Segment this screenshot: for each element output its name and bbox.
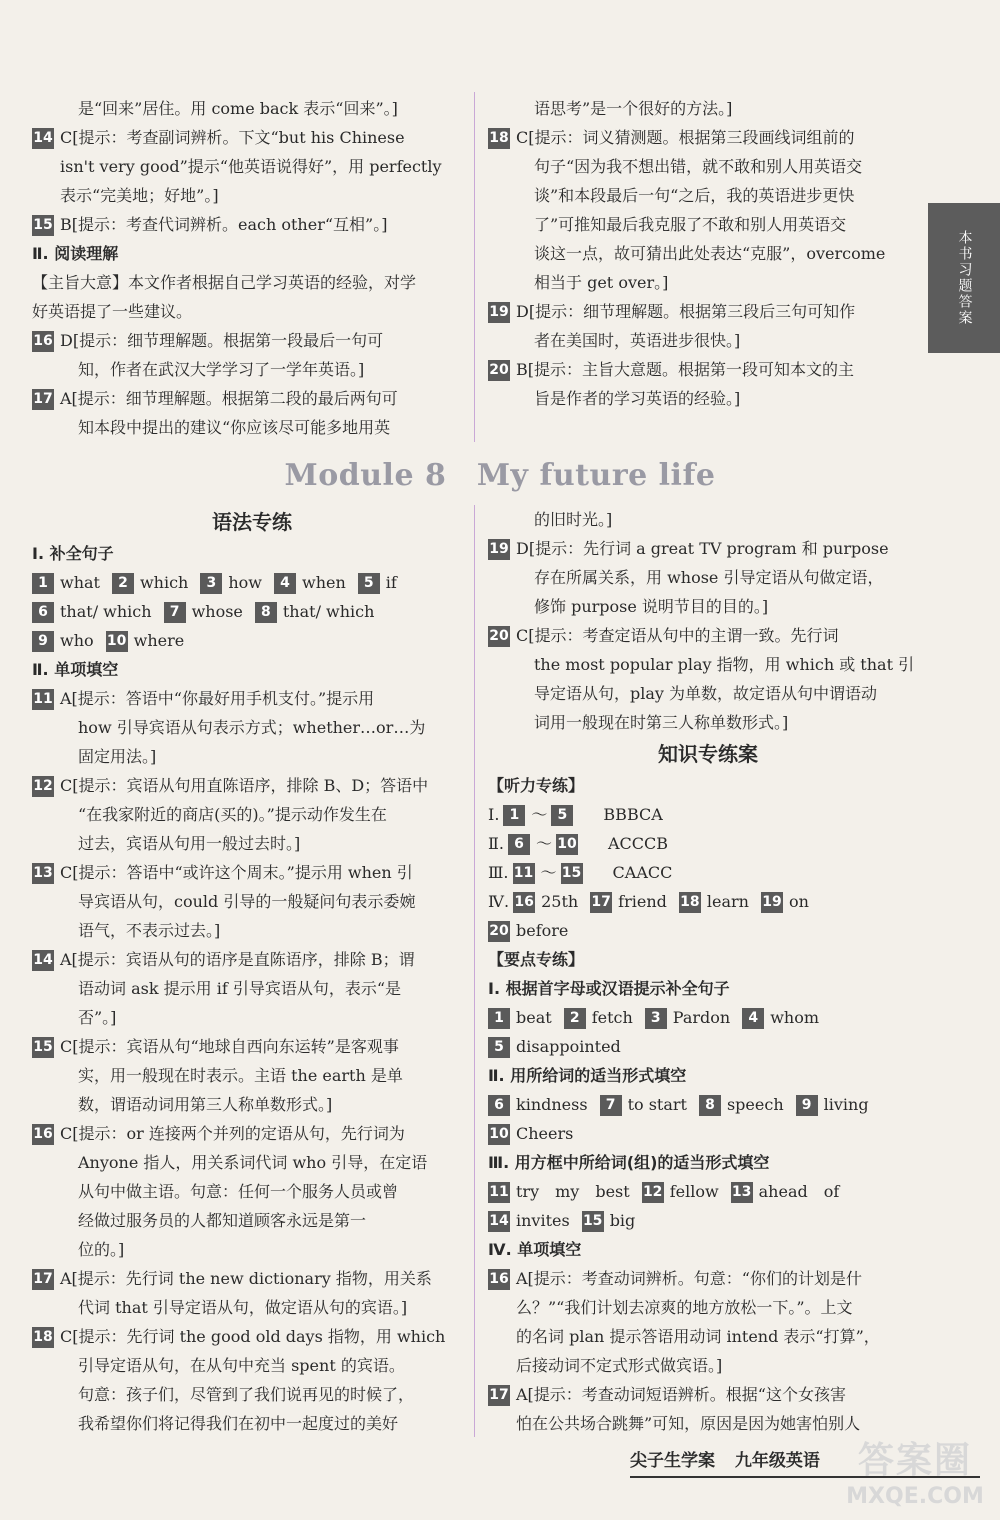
text-line: 数，谓语动词用第三人称单数形式。]: [78, 1095, 333, 1114]
answers-row: [32, 597, 472, 626]
text-line: 导宾语从句，could 引导的一般疑问句表示委婉: [78, 892, 416, 911]
question-number: 11: [32, 689, 54, 710]
question-number: 7: [600, 1095, 622, 1116]
question-number: 14: [488, 1211, 510, 1232]
answer-value: ahead of: [758, 1182, 840, 1201]
question-number: 6: [488, 1095, 510, 1116]
text-line: Anyone 指人，用关系词代词 who 引导，在定语: [78, 1153, 428, 1172]
points-sec-1: Ⅰ. 根据首字母或汉语提示补全句子: [488, 979, 730, 998]
question-number: 5: [551, 805, 573, 826]
text-line: 代词 that 引导定语从句，做定语从句的宾语。]: [78, 1298, 408, 1317]
answer-text: D[提示：细节理解题。根据第三段后三句可知作: [516, 302, 856, 321]
question-number: 14: [32, 128, 54, 149]
answer-line: [32, 858, 472, 887]
answer-item: [679, 887, 749, 916]
answer-value: fetch: [591, 1008, 633, 1027]
answer-line: [32, 1322, 472, 1351]
answer-value: learn: [706, 892, 749, 911]
answer-item: [796, 1090, 869, 1119]
question-number: 8: [255, 602, 277, 623]
answer-item: [488, 1090, 588, 1119]
listening-row: [488, 858, 928, 887]
text-line: 的名词 plan 提示答语用动词 intend 表示“打算”，: [516, 1327, 880, 1346]
text-line: 经做过服务员的人都知道顾客永远是第一: [78, 1211, 367, 1230]
question-number: 20: [488, 360, 510, 381]
answer-item: [255, 597, 375, 626]
answer-line: [32, 1032, 472, 1061]
question-number: 11: [488, 1182, 510, 1203]
answer-value: who: [60, 631, 94, 650]
question-number: 4: [742, 1008, 764, 1029]
answer-item: [582, 1206, 636, 1235]
answer-text: C[提示：答语中“或许这个周末。”提示用 when 引: [60, 863, 413, 882]
question-number: 15: [32, 215, 54, 236]
question-number: 9: [32, 631, 54, 652]
section-complete-sentences: Ⅰ. 补全句子: [32, 544, 114, 563]
footer-grade: 九年级英语: [734, 1451, 820, 1471]
answer-item: [112, 568, 188, 597]
question-number: 16: [513, 892, 535, 913]
question-number: 2: [112, 573, 134, 594]
question-number: 8: [699, 1095, 721, 1116]
question-number: 9: [796, 1095, 818, 1116]
text-line: 相当于 get over。]: [534, 273, 669, 292]
tilde: ～: [535, 834, 552, 853]
answer-line: [488, 534, 928, 563]
listening-label: 【听力专练】: [488, 776, 585, 795]
answer-value: Cheers: [516, 1124, 574, 1143]
answer-value: that/ which: [60, 602, 152, 621]
answer-value: whose: [191, 602, 243, 621]
text-line: 后接动词不定式形式做宾语。]: [516, 1356, 723, 1375]
question-number: 17: [32, 1269, 54, 1290]
listening-row: [488, 829, 928, 858]
text-line: 实，用一般现在时表示。主语 the earth 是单: [78, 1066, 403, 1085]
single-choice-items: [32, 684, 472, 1438]
text-line: 知，作者在武汉大学学习了一学年英语。]: [78, 360, 365, 379]
listening-row: [488, 800, 928, 829]
question-number: 3: [200, 573, 222, 594]
points-2b: [488, 1119, 928, 1148]
answer-item: [32, 626, 94, 655]
answer-value: kindness: [516, 1095, 588, 1114]
answer-line: [32, 326, 472, 355]
bottom-right-column: [488, 505, 928, 1438]
question-number: 20: [488, 921, 510, 942]
text-line: 语动词 ask 提示用 if 引导宾语从句，表示“是: [78, 979, 402, 998]
answer-item: [564, 1003, 633, 1032]
module-title: Module 8 My future life: [284, 458, 716, 493]
answer-text: C[提示：先行词 the good old days 指物，用 which: [60, 1327, 446, 1346]
knowledge-title: 知识专练案: [658, 742, 758, 766]
question-number: 18: [32, 1327, 54, 1348]
question-number: 15: [561, 863, 583, 884]
points-sec-2: Ⅱ. 用所给词的适当形式填空: [488, 1066, 687, 1085]
answer-item: [488, 1119, 573, 1148]
question-number: 16: [32, 331, 54, 352]
answer-value: before: [516, 921, 569, 940]
question-number: 13: [731, 1182, 753, 1203]
answer-item: [761, 887, 809, 916]
answer-item: [488, 1032, 621, 1061]
question-number: 17: [590, 892, 612, 913]
answer-text: C[提示：or 连接两个并列的定语从句，先行词为: [60, 1124, 405, 1143]
question-number: 3: [645, 1008, 667, 1029]
text-line: 么？”“我们计划去凉爽的地方放松一下。”。上文: [516, 1298, 853, 1317]
answer-value: how: [228, 573, 262, 592]
answer-item: [590, 887, 667, 916]
answer-value: on: [788, 892, 809, 911]
answer-value: living: [823, 1095, 869, 1114]
question-number: 16: [32, 1124, 54, 1145]
text-line: 句意：孩子们，尽管到了我们说再见的时候了，: [78, 1385, 415, 1404]
answer-value: what: [60, 573, 100, 592]
answers-grid: [32, 568, 472, 655]
listening-answers: [488, 800, 928, 945]
answer-item: [731, 1177, 840, 1206]
answer-text: D[提示：先行词 a great TV program 和 purpose: [516, 539, 889, 558]
answer-line: [32, 684, 472, 713]
answer-item: [513, 887, 578, 916]
roman-numeral: Ⅲ.: [488, 863, 509, 882]
answer-value: speech: [726, 1095, 784, 1114]
section-heading: Ⅱ. 阅读理解: [32, 244, 119, 263]
answers-row: [32, 568, 472, 597]
question-number: 6: [508, 834, 530, 855]
question-number: 1: [32, 573, 54, 594]
text-line: 位的。]: [78, 1240, 125, 1259]
points-1b: [488, 1032, 928, 1061]
text-line: 是“回来”居住。用 come back 表示“回来”。]: [78, 99, 398, 118]
text-line: 语气，不表示过去。]: [78, 921, 221, 940]
top-left-column: [32, 94, 472, 442]
answer-text: C[提示：考查定语从句中的主谓一致。先行词: [516, 626, 839, 645]
text-line: 否”。]: [78, 1008, 117, 1027]
answer-item: [699, 1090, 784, 1119]
question-number: 15: [32, 1037, 54, 1058]
section-single-choice: Ⅱ. 单项填空: [32, 660, 119, 679]
listening-row-4b: [488, 916, 928, 945]
question-number: 19: [488, 539, 510, 560]
answer-item: [742, 1003, 819, 1032]
question-number: 15: [582, 1211, 604, 1232]
answer-item: [274, 568, 346, 597]
answer-item: [645, 1003, 730, 1032]
listening-row-4: [488, 887, 928, 916]
text-line: 修饰 purpose 说明节目的目的。]: [534, 597, 769, 616]
answer-value: BBBCA: [603, 805, 663, 824]
question-number: 12: [642, 1182, 664, 1203]
answer-line: [32, 1264, 472, 1293]
text-line: 好英语提了一些建议。: [32, 302, 193, 321]
answer-text: D[提示：细节理解题。根据第一段最后一句可: [60, 331, 384, 350]
question-number: 16: [488, 1269, 510, 1290]
answer-value: whom: [770, 1008, 820, 1027]
text-line: 句子“因为我不想出错，就不敢和别人用英语交: [534, 157, 863, 176]
text-line: 存在所属关系，用 whose 引导定语从句做定语，: [534, 568, 884, 587]
answer-value: if: [385, 573, 397, 592]
question-number: 17: [32, 389, 54, 410]
question-number: 10: [556, 834, 578, 855]
answer-value: that/ which: [282, 602, 375, 621]
answer-item: [106, 626, 185, 655]
watermark-line2: MXQE.COM: [846, 1484, 984, 1509]
points-label: 【要点专练】: [488, 950, 585, 969]
answer-value: ACCCB: [607, 834, 669, 853]
text-line: 旨是作者的学习英语的经验。]: [534, 389, 741, 408]
answer-line: [488, 621, 928, 650]
points-3b: [488, 1206, 928, 1235]
question-number: 4: [274, 573, 296, 594]
answer-text: A[提示：考查动词辨析。句意：“你们的计划是什: [516, 1269, 862, 1288]
watermark-line1: 答案圈: [857, 1440, 972, 1481]
text-line: 固定用法。]: [78, 747, 157, 766]
answer-line: [32, 210, 472, 239]
roman-numeral: Ⅳ.: [488, 892, 510, 911]
points-1a: [488, 1003, 928, 1032]
text-line: 了”可推知最后我克服了不敢和别人用英语交: [534, 215, 847, 234]
answer-value: where: [133, 631, 185, 650]
question-number: 2: [564, 1008, 586, 1029]
text-line: 从句中做主语。句意：任何一个服务人员或曾: [78, 1182, 399, 1201]
tilde: ～: [531, 805, 548, 824]
answer-text: A[提示：宾语从句的语序是直陈语序，排除 B；谓: [60, 950, 415, 969]
text-line: 我希望你们将记得我们在初中一起度过的美好: [78, 1414, 399, 1433]
text-line: 过去，宾语从句用一般过去时。]: [78, 834, 301, 853]
answer-line: [488, 123, 928, 152]
question-number: 13: [32, 863, 54, 884]
answer-value: which: [139, 573, 189, 592]
answer-line: [488, 1380, 928, 1409]
question-number: 10: [488, 1124, 510, 1145]
question-number: 20: [488, 626, 510, 647]
text-line: 谈这一点，故可猜出此处表达“克服”，overcome: [534, 244, 886, 263]
text-line: 表示“完美地；好地”。]: [60, 186, 219, 205]
answer-item: [32, 597, 152, 626]
answer-value: disappointed: [516, 1037, 621, 1056]
answer-item: [488, 1003, 552, 1032]
watermark: [835, 1438, 995, 1514]
question-number: 1: [488, 1008, 510, 1029]
points-2a: [488, 1090, 928, 1119]
answer-item: [32, 568, 100, 597]
grammar-title: 语法专练: [212, 510, 292, 534]
answer-value: to start: [627, 1095, 687, 1114]
points-3a: [488, 1177, 928, 1206]
answer-item: [200, 568, 262, 597]
answer-item: [488, 916, 568, 945]
question-number: 18: [679, 892, 701, 913]
text-line: the most popular play 指物，用 which 或 that 引: [534, 655, 915, 674]
text-line: 怕在公共场合跳舞”可知，原因是因为她害怕别人: [516, 1414, 861, 1433]
answer-value: Pardon: [672, 1008, 731, 1027]
answer-item: [488, 1206, 570, 1235]
footer-brand: 尖子生学案: [630, 1451, 715, 1471]
text-line: 知本段中提出的建议“你应该尽可能多地用英: [78, 418, 391, 437]
answer-text: C[提示：词义猜测题。根据第三段画线词组前的: [516, 128, 855, 147]
points-4-items: [488, 1264, 928, 1438]
question-number: 18: [488, 128, 510, 149]
points-sec-4: Ⅳ. 单项填空: [488, 1240, 582, 1259]
answer-text: A[提示：先行词 the new dictionary 指物，用关系: [60, 1269, 432, 1288]
bottom-left-column: [32, 505, 472, 1438]
question-number: 19: [488, 302, 510, 323]
answer-value: big: [609, 1211, 636, 1230]
answer-item: [642, 1177, 719, 1206]
answer-text: B[提示：主旨大意题。根据第一段可知本文的主: [516, 360, 855, 379]
answer-value: beat: [516, 1008, 552, 1027]
question-number: 11: [513, 863, 535, 884]
text-line: 词用一般现在时第三人称单数形式。]: [534, 713, 789, 732]
question-number: 10: [106, 631, 128, 652]
question-number: 19: [761, 892, 783, 913]
question-number: 5: [488, 1037, 510, 1058]
answer-value: 25th: [541, 892, 579, 911]
answer-item: [164, 597, 243, 626]
text-line: 的旧时光。]: [534, 510, 613, 529]
answer-value: invites: [516, 1211, 570, 1230]
answer-line: [32, 771, 472, 800]
text-line: how 引导宾语从句表示方式；whether…or…为: [78, 718, 426, 737]
answer-value: friend: [618, 892, 667, 911]
question-number: 6: [32, 602, 54, 623]
answer-value: CAACC: [612, 863, 673, 882]
answers-row: [32, 626, 472, 655]
top-right-column: [488, 94, 928, 413]
answer-line: [32, 123, 472, 152]
text-line: “在我家附近的商店(买的)。”提示动作发生在: [78, 805, 387, 824]
right-continued-items: [488, 505, 928, 737]
side-tab-label: 本书习题答案: [956, 230, 973, 326]
answer-text: C[提示：宾语从句用直陈语序，排除 B、D；答语中: [60, 776, 429, 795]
answer-text: C[提示：考查副词辨析。下文“but his Chinese: [60, 128, 405, 147]
question-number: 17: [488, 1385, 510, 1406]
column-divider-top: [474, 92, 475, 442]
answer-item: [488, 1177, 630, 1206]
answer-line: [488, 1264, 928, 1293]
text-line: 引导定语从句，在从句中充当 spent 的宾语。: [78, 1356, 405, 1375]
answer-item: [600, 1090, 687, 1119]
answer-value: fellow: [669, 1182, 719, 1201]
answer-item: [358, 568, 397, 597]
tilde: ～: [540, 863, 557, 882]
answer-text: A[提示：细节理解题。根据第二段的最后两句可: [60, 389, 398, 408]
column-divider-bottom: [474, 505, 475, 1437]
answer-line: [488, 297, 928, 326]
roman-numeral: Ⅰ.: [488, 805, 500, 824]
question-number: 12: [32, 776, 54, 797]
question-number: 5: [358, 573, 380, 594]
text-line: 者在美国时，英语进步很快。]: [534, 331, 741, 350]
answer-line: [32, 384, 472, 413]
answer-line: [32, 945, 472, 974]
answer-line: [32, 1119, 472, 1148]
text-line: 语思考”是一个很好的方法。]: [534, 99, 733, 118]
question-number: 7: [164, 602, 186, 623]
text-line: 【主旨大意】本文作者根据自己学习英语的经验，对学: [32, 273, 417, 292]
roman-numeral: Ⅱ.: [488, 834, 504, 853]
text-line: 导定语从句，play 为单数，故定语从句中谓语动: [534, 684, 878, 703]
text-line: isn't very good”提示“他英语说得好”，用 perfectly: [60, 157, 442, 176]
answer-text: C[提示：宾语从句“地球自西向东运转”是客观事: [60, 1037, 399, 1056]
answer-text: B[提示：考查代词辨析。each other“互相”。]: [60, 215, 388, 234]
text-line: 谈”和本段最后一句“之后，我的英语进步更快: [534, 186, 855, 205]
points-sec-3: Ⅲ. 用方框中所给词(组)的适当形式填空: [488, 1153, 770, 1172]
side-tab: [928, 203, 1000, 353]
answer-text: A[提示：答语中“你最好用手机支付。”提示用: [60, 689, 375, 708]
answer-text: A[提示：考查动词短语辨析。根据“这个女孩害: [516, 1385, 846, 1404]
answer-line: [488, 355, 928, 384]
answer-value: try my best: [516, 1182, 630, 1201]
question-number: 1: [503, 805, 525, 826]
answer-value: when: [302, 573, 346, 592]
question-number: 14: [32, 950, 54, 971]
